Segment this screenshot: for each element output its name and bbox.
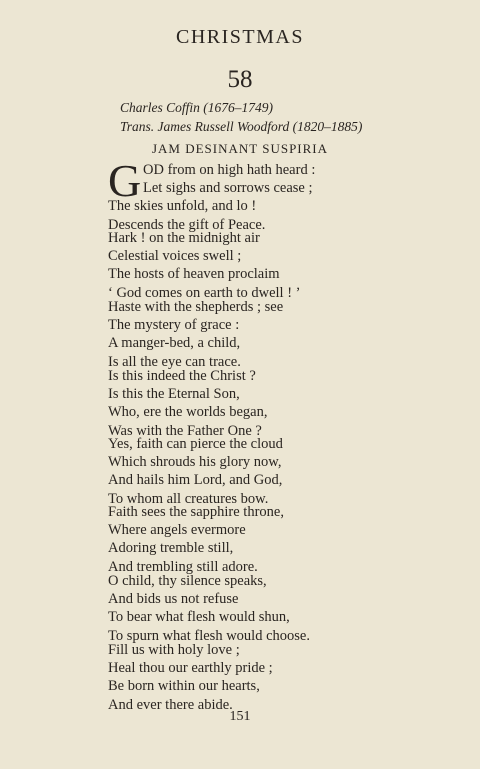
stanza-6 xyxy=(108,503,284,576)
verse-line: The mystery of grace : xyxy=(108,317,240,334)
verse-line: Which shrouds his glory now, xyxy=(108,454,282,471)
stanza-5 xyxy=(108,435,283,508)
stanza-4 xyxy=(108,367,267,440)
drop-cap: G xyxy=(108,155,142,206)
verse-line: Adoring tremble still, xyxy=(108,540,234,557)
translator-attribution: Trans. James Russell Woodford (1820–1885) xyxy=(120,119,363,134)
verse-line: Descends the gift of Peace. xyxy=(108,216,266,233)
verse-line: ‘ God comes on earth to dwell ! ’ xyxy=(108,284,301,301)
verse-line: And trembling still adore. xyxy=(108,558,258,575)
verse-line: Celestial voices swell ; xyxy=(108,248,242,265)
author-attribution: Charles Coffin (1676–1749) xyxy=(120,100,274,115)
verse-line: Yes, faith can pierce the cloud xyxy=(108,436,283,452)
verse-line: Who, ere the worlds began, xyxy=(108,404,268,421)
verse-line: Heal thou our earthly pride ; xyxy=(108,660,273,677)
verse-line: And hails him Lord, and God, xyxy=(108,472,283,489)
verse-line: Let sighs and sorrows cease ; xyxy=(143,180,313,197)
verse-line: The skies unfold, and lo ! xyxy=(108,198,257,215)
verse-line: Faith sees the sapphire throne, xyxy=(108,504,284,520)
stanza-1 xyxy=(108,161,315,234)
hymn-number: 58 xyxy=(227,66,253,93)
verse-line: O child, thy silence speaks, xyxy=(108,573,267,589)
verse-line: Is this the Eternal Son, xyxy=(108,386,240,403)
verse-line: The hosts of heaven proclaim xyxy=(108,266,280,283)
verse-line: Is all the eye can trace. xyxy=(108,353,241,370)
page-number: 151 xyxy=(229,709,251,724)
stanza-2 xyxy=(108,229,300,302)
verse-line: And ever there abide. xyxy=(108,696,233,713)
verse-line: OD from on high hath heard : xyxy=(143,162,316,178)
verse-line: Is this indeed the Christ ? xyxy=(108,368,256,384)
verse-line: Fill us with holy love ; xyxy=(108,642,240,658)
verse-line: Hark ! on the midnight air xyxy=(108,230,260,246)
verse-line: Haste with the shepherds ; see xyxy=(108,299,284,315)
stanza-8 xyxy=(108,641,273,714)
stanza-7 xyxy=(108,572,310,645)
stanza-3 xyxy=(108,298,283,371)
verse-line: Be born within our hearts, xyxy=(108,678,260,695)
section-heading: CHRISTMAS xyxy=(176,26,304,48)
verse-line: Where angels evermore xyxy=(108,522,246,539)
latin-title: JAM DESINANT SUSPIRIA xyxy=(151,141,329,156)
verse-line: To spurn what flesh would choose. xyxy=(108,627,310,644)
verse-line: And bids us not refuse xyxy=(108,591,239,608)
verse-line: A manger-bed, a child, xyxy=(108,335,241,352)
verse-line: To whom all creatures bow. xyxy=(108,490,269,507)
verse-line: Was with the Father One ? xyxy=(108,422,262,439)
verse-line: To bear what flesh would shun, xyxy=(108,609,290,626)
